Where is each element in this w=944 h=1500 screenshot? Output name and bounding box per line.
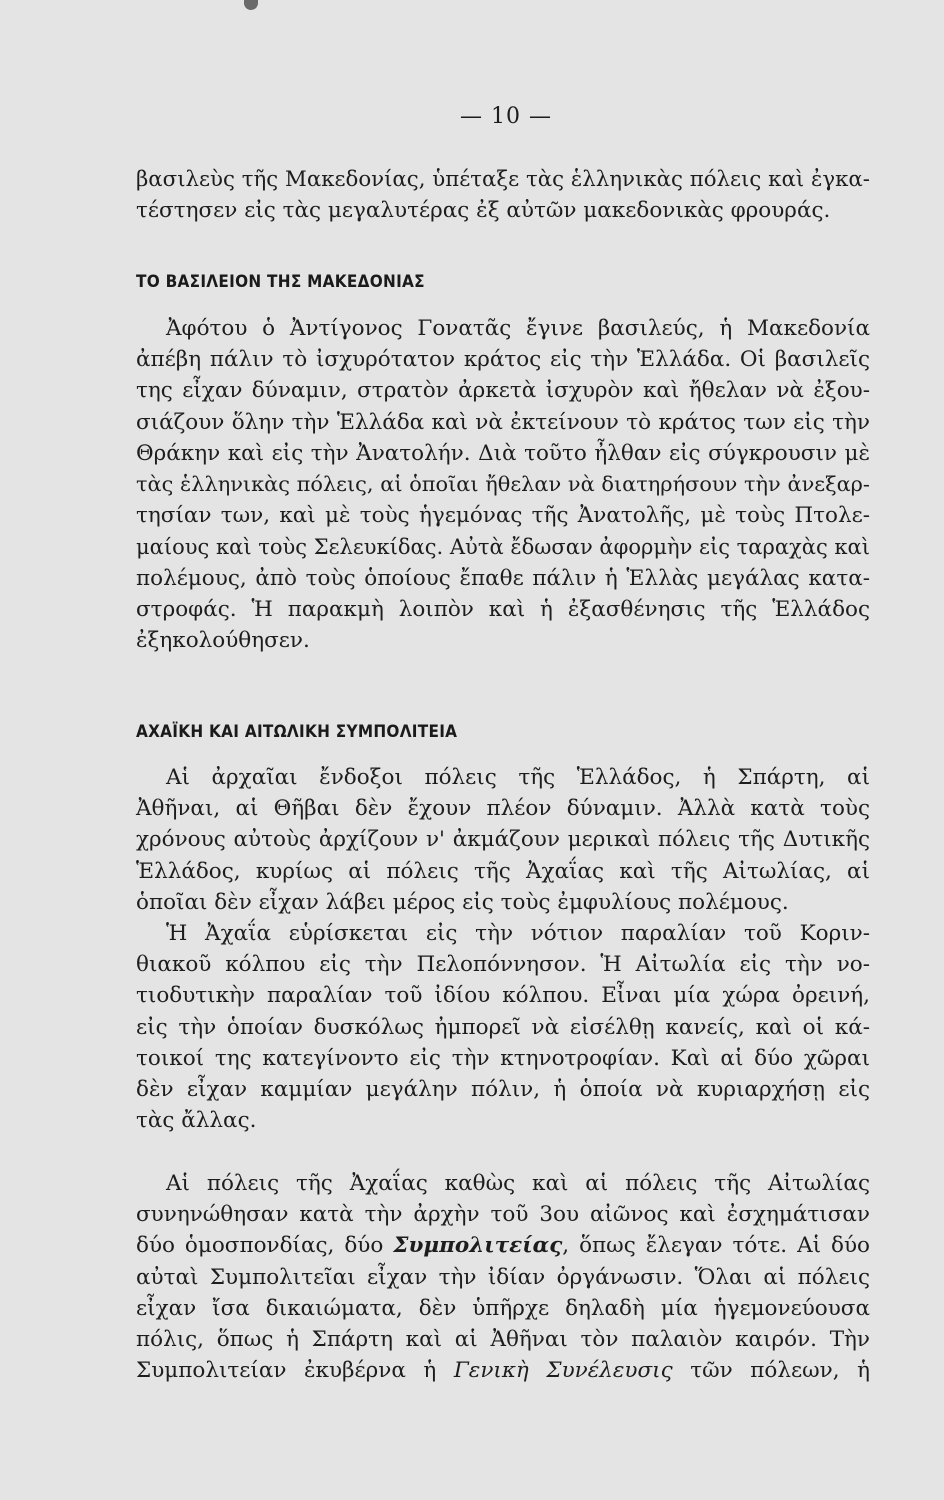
text-line: στροφάς. Ἡ παρακμὴ λοιπὸν καὶ ἡ ἐξασθένησις τῆς Ἑλλάδος xyxy=(136,596,870,622)
paragraph-sympoliteia xyxy=(136,1168,870,1386)
paragraph-macedonia xyxy=(136,313,870,656)
text-line: χρόνους αὐτοὺς ἀρχίζουν ν' ἀκμάζουν μερικαὶ πόλεις τῆς Δυτικῆς xyxy=(136,827,870,853)
section-heading-macedonia: ΤΟ ΒΑΣΙΛΕΙΟΝ ΤΗΣ ΜΑΚΕΔΟΝΙΑΣ xyxy=(136,272,425,292)
emphasized-term: Συμπολιτείας xyxy=(393,1233,563,1259)
text-run: Συμπολιτείαν ἐκυβέρνα ἡ xyxy=(136,1358,454,1384)
page-number: — 10 — xyxy=(460,104,552,129)
text-line: δὲν εἶχαν καμμίαν μεγάλην πόλιν, ἡ ὁποία νὰ κυριαρχήσῃ εἰς xyxy=(136,1077,870,1103)
text-line xyxy=(136,1355,870,1386)
text-line: ἐξηκολούθησεν. xyxy=(136,628,310,654)
section-heading-leagues: ΑΧΑΪΚΗ ΚΑΙ ΑΙΤΩΛΙΚΗ ΣΥΜΠΟΛΙΤΕΙΑ xyxy=(136,722,458,742)
text-run: δύο ὁμοσπονδίας, δύο xyxy=(136,1233,394,1259)
text-line xyxy=(136,1230,870,1261)
text-line: ἀπέβη πάλιν τὸ ἰσχυρότατον κράτος εἰς τὴν Ἑλλάδα. Οἱ βασιλεῖς xyxy=(136,347,870,373)
text-line: Ἀφότου ὁ Ἀντίγονος Γονατᾶς ἔγινε βασιλεύς, ἡ Μακεδονία xyxy=(166,316,870,341)
text-line: Ἡ Ἀχαΐα εὑρίσκεται εἰς τὴν νότιον παραλίαν τοῦ Κοριν- xyxy=(166,921,870,946)
emphasized-term: Γενικὴ Συνέλευσις xyxy=(453,1358,673,1384)
paragraph-ancient-cities xyxy=(136,762,870,918)
text-line: ὁποῖαι δὲν εἶχαν λάβει μέρος εἰς τοὺς ἐμφυλίους πολέμους. xyxy=(136,889,789,915)
text-line: θιακοῦ κόλπου εἰς τὴν Πελοπόννησον. Ἡ Αἰτωλία εἰς τὴν νο- xyxy=(136,952,870,978)
paragraph-achaea-aetolia xyxy=(136,918,870,1136)
text-line: σιάζουν ὅλην τὴν Ἑλλάδα καὶ νὰ ἐκτείνουν τὸ κράτος των εἰς τὴν xyxy=(136,409,870,435)
text-line: Αἱ ἀρχαῖαι ἔνδοξοι πόλεις τῆς Ἑλλάδος, ἡ Σπάρτη, αἱ xyxy=(166,765,870,790)
text-line: τιοδυτικὴν παραλίαν τοῦ ἰδίου κόλπου. Εἶναι μία χώρα ὀρεινή, xyxy=(136,983,870,1009)
text-run: , ὅπως ἔλεγαν τότε. Αἱ δύο xyxy=(562,1233,871,1259)
text-line: τοικοί της κατεγίνοντο εἰς τὴν κτηνοτροφίαν. Καὶ αἱ δύο χῶραι xyxy=(136,1045,870,1071)
paragraph-continuation xyxy=(136,164,870,226)
text-run: τῶν πόλεων, ἡ xyxy=(672,1358,871,1384)
text-line: βασιλεὺς τῆς Μακεδονίας, ὑπέταξε τὰς ἑλληνικὰς πόλεις καὶ ἐγκα- xyxy=(136,167,870,192)
text-line: πόλις, ὅπως ἡ Σπάρτη καὶ αἱ Ἀθῆναι τὸν παλαιὸν καιρόν. Τὴν xyxy=(136,1327,870,1353)
text-line: αὐταὶ Συμπολιτεῖαι εἶχαν τὴν ἰδίαν ὀργάνωσιν. Ὅλαι αἱ πόλεις xyxy=(136,1264,870,1290)
text-line: Ἑλλάδος, κυρίως αἱ πόλεις τῆς Ἀχαΐας καὶ τῆς Αἰτωλίας, αἱ xyxy=(136,858,870,884)
text-line: της εἶχαν δύναμιν, στρατὸν ἀρκετὰ ἰσχυρὸν καὶ ἤθελαν νὰ ἐξου- xyxy=(136,378,870,404)
text-line: εἰς τὴν ὁποίαν δυσκόλως ἠμπορεῖ νὰ εἰσέλθῃ κανείς, καὶ οἱ κά- xyxy=(136,1014,870,1040)
text-line: τὰς ἑλληνικὰς πόλεις, αἱ ὁποῖαι ἤθελαν νὰ διατηρήσουν τὴν ἀνεξαρ- xyxy=(136,472,870,497)
text-line: Αἱ πόλεις τῆς Ἀχαΐας καθὼς καὶ αἱ πόλεις τῆς Αἰτωλίας xyxy=(166,1171,870,1196)
page-top-mark xyxy=(244,0,258,10)
text-line: Θράκην καὶ εἰς τὴν Ἀνατολήν. Διὰ τοῦτο ἦλθαν εἰς σύγκρουσιν μὲ xyxy=(136,440,870,466)
text-line: εἶχαν ἴσα δικαιώματα, δὲν ὑπῆρχε δηλαδὴ μία ἡγεμονεύουσα xyxy=(136,1295,870,1321)
text-line: τέστησεν εἰς τὰς μεγαλυτέρας ἐξ αὐτῶν μακεδονικὰς φρουράς. xyxy=(136,198,831,224)
text-line: τὰς ἄλλας. xyxy=(136,1108,257,1134)
text-line: τησίαν των, καὶ μὲ τοὺς ἡγεμόνας τῆς Ἀνατολῆς, μὲ τοὺς Πτολε- xyxy=(136,503,870,529)
text-line: συνηνώθησαν κατὰ τὴν ἀρχὴν τοῦ 3ου αἰῶνος καὶ ἐσχημάτισαν xyxy=(136,1202,870,1228)
text-line: πολέμους, ἀπὸ τοὺς ὁποίους ἔπαθε πάλιν ἡ Ἑλλὰς μεγάλας κατα- xyxy=(136,565,870,591)
text-line: Ἀθῆναι, αἱ Θῆβαι δὲν ἔχουν πλέον δύναμιν. Ἀλλὰ κατὰ τοὺς xyxy=(136,796,870,822)
text-line: μαίους καὶ τοὺς Σελευκίδας. Αὐτὰ ἔδωσαν ἀφορμὴν εἰς ταραχὰς καὶ xyxy=(136,534,870,560)
